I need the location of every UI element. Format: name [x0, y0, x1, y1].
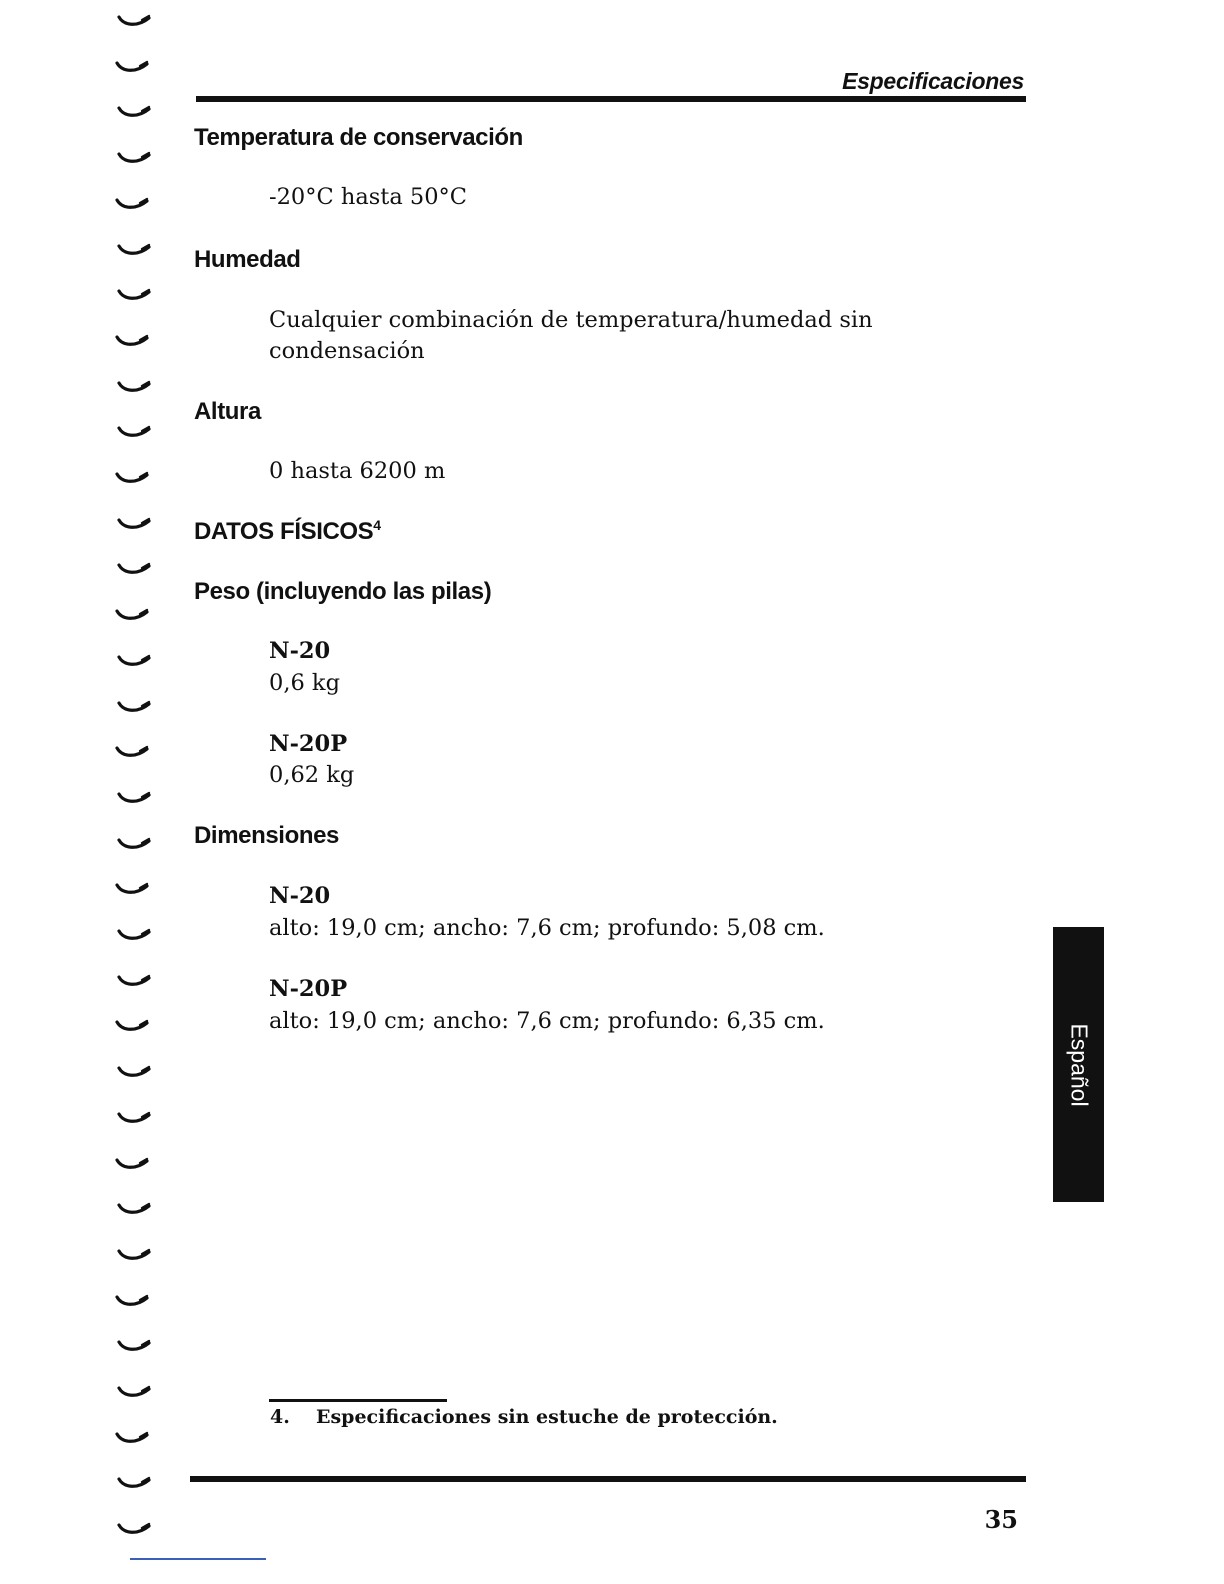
binding-coil-icon [116, 243, 152, 259]
heading-humidity: Humedad [194, 246, 301, 273]
dimensions-model-n20: N-20 [269, 883, 331, 909]
binding-coil-icon [116, 425, 152, 441]
footer-rule [190, 1476, 1026, 1482]
footnote-text: Especificaciones sin estuche de protección. [316, 1406, 778, 1428]
binding-coil-icon [116, 380, 152, 396]
binding-coil-icon [116, 654, 152, 670]
binding-coil-icon [116, 928, 152, 944]
binding-coil-icon [116, 1339, 152, 1355]
binding-coil-icon [116, 562, 152, 578]
binding-coil-icon [116, 791, 152, 807]
binding-coil-icon [114, 1431, 150, 1447]
running-header: Especificaciones [842, 68, 1024, 94]
weight-model-n20p: N-20P [269, 731, 348, 757]
physical-data-title: DATOS FÍSICOS [194, 518, 374, 545]
binding-coil-icon [114, 882, 150, 898]
binding-coil-icon [114, 745, 150, 761]
binding-coil-icon [114, 1157, 150, 1173]
binding-coil-icon [116, 1065, 152, 1081]
binding-coil-icon [114, 197, 150, 213]
spiral-binding [112, 0, 162, 1584]
storage-temperature-value: -20°C hasta 50°C [269, 184, 468, 210]
binding-coil-icon [116, 700, 152, 716]
weight-value-n20: 0,6 kg [269, 670, 340, 696]
humidity-text-line-1: Cualquier combinación de temperatura/humedad sin [269, 307, 873, 333]
binding-coil-icon [116, 1248, 152, 1264]
binding-coil-icon [116, 105, 152, 121]
binding-coil-icon [116, 1522, 152, 1538]
binding-coil-icon [116, 1202, 152, 1218]
binding-coil-icon [114, 334, 150, 350]
footnote-number: 4. [270, 1406, 290, 1428]
altitude-value: 0 hasta 6200 m [269, 458, 446, 484]
page-number: 35 [984, 1505, 1018, 1534]
footnote-reference: 4 [373, 517, 381, 533]
binding-coil-icon [116, 517, 152, 533]
binding-coil-icon [114, 1294, 150, 1310]
heading-storage-temperature: Temperatura de conservación [194, 124, 523, 151]
binding-coil-icon [116, 14, 152, 30]
binding-coil-icon [116, 151, 152, 167]
language-side-tab [1053, 927, 1104, 1202]
binding-coil-icon [114, 1019, 150, 1035]
dimensions-model-n20p: N-20P [269, 976, 348, 1002]
scan-edge-line [130, 1558, 266, 1560]
dimensions-value-n20p: alto: 19,0 cm; ancho: 7,6 cm; profundo: 6,35 cm. [269, 1008, 825, 1034]
weight-value-n20p: 0,62 kg [269, 762, 355, 788]
footnote-separator [269, 1399, 447, 1402]
heading-altitude: Altura [194, 398, 261, 425]
binding-coil-icon [116, 1385, 152, 1401]
binding-coil-icon [116, 1111, 152, 1127]
binding-coil-icon [114, 608, 150, 624]
heading-physical-data [194, 518, 381, 546]
binding-coil-icon [114, 60, 150, 76]
footnote [270, 1406, 778, 1428]
language-tab-label: Español [1066, 1022, 1092, 1107]
heading-dimensions: Dimensiones [194, 822, 339, 849]
binding-coil-icon [116, 1476, 152, 1492]
binding-coil-icon [116, 974, 152, 990]
dimensions-value-n20: alto: 19,0 cm; ancho: 7,6 cm; profundo: 5,08 cm. [269, 915, 825, 941]
binding-coil-icon [116, 288, 152, 304]
binding-coil-icon [116, 837, 152, 853]
heading-weight: Peso (incluyendo las pilas) [194, 578, 492, 605]
weight-model-n20: N-20 [269, 638, 331, 664]
binding-coil-icon [114, 471, 150, 487]
humidity-text-line-2: condensación [269, 338, 425, 364]
header-rule [196, 96, 1026, 102]
